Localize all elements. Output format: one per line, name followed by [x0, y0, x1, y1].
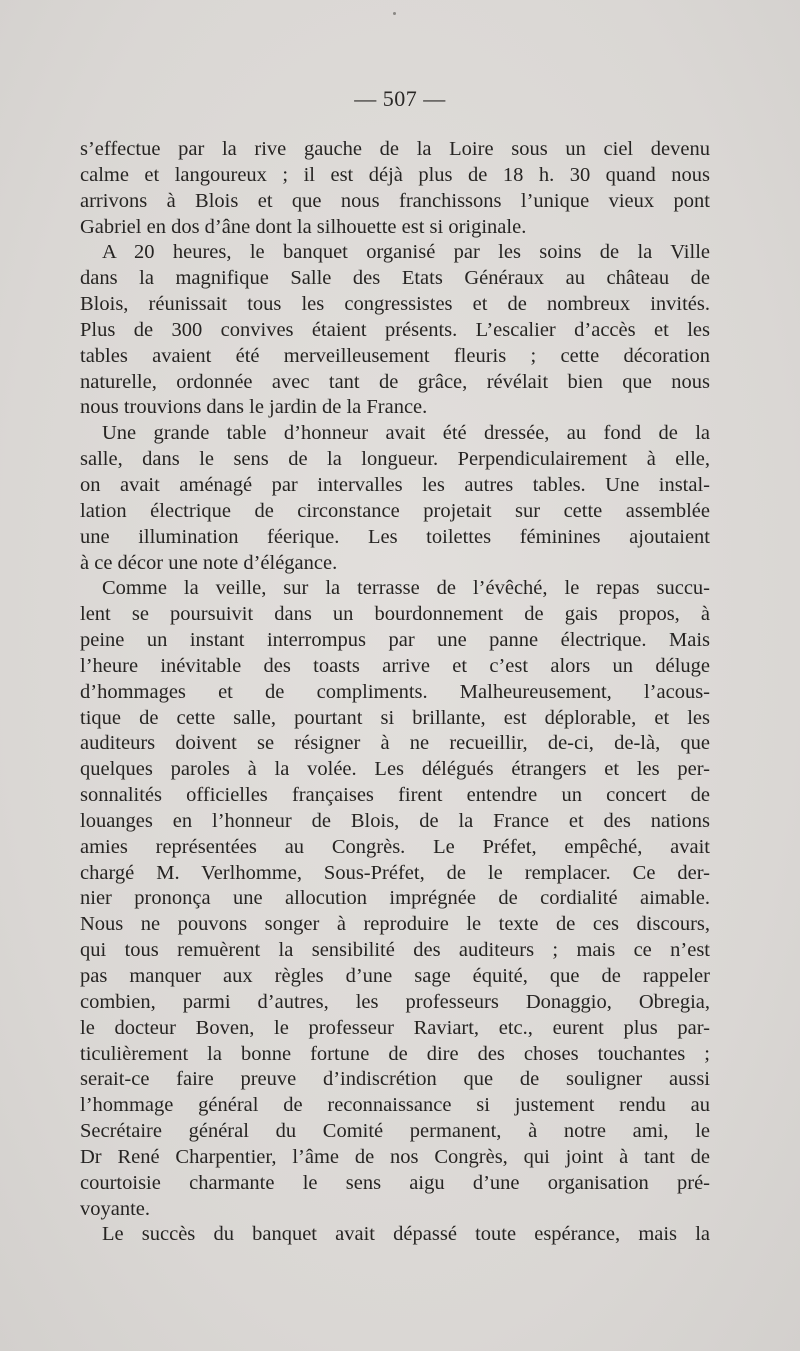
text-line: chargé M. Verlhomme, Sous-Préfet, de le remplacer. Ce der- [80, 861, 710, 884]
text-line: nier prononça une allocution imprégnée de cordialité aimable. [80, 887, 710, 910]
text-line: Plus de 300 convives étaient présents. L’escalier d’accès et les [80, 318, 710, 341]
text-line: nous trouvions dans le jardin de la France. [80, 396, 428, 419]
text-line: A 20 heures, le banquet organisé par les soins de la Ville [102, 241, 710, 264]
text-line: voyante. [80, 1197, 151, 1220]
text-line: ticulièrement la bonne fortune de dire des choses touchantes ; [80, 1042, 710, 1065]
text-line: lation électrique de circonstance projetait sur cette assemblée [80, 499, 710, 522]
text-line: naturelle, ordonnée avec tant de grâce, révélait bien que nous [80, 370, 710, 393]
text-line: salle, dans le sens de la longueur. Perpendiculairement à elle, [80, 448, 710, 471]
text-line: s’effectue par la rive gauche de la Loire sous un ciel devenu [80, 138, 710, 160]
text-line: courtoisie charmante le sens aigu d’une organisation pré- [80, 1171, 710, 1194]
body-text [80, 137, 710, 1248]
text-line: lent se poursuivit dans un bourdonnement de gais propos, à [80, 603, 710, 626]
text-line: on avait aménagé par intervalles les autres tables. Une instal- [80, 473, 710, 496]
text-line: arrivons à Blois et que nous franchissons l’unique vieux pont [80, 189, 710, 212]
text-line: quelques paroles à la volée. Les délégués étrangers et les per- [80, 758, 710, 781]
text-line: qui tous remuèrent la sensibilité des auditeurs ; mais ce n’est [80, 939, 710, 962]
text-line: pas manquer aux règles d’une sage équité, que de rappeler [80, 965, 710, 987]
paper-speck [393, 12, 396, 15]
text-line: amies représentées au Congrès. Le Préfet, empêché, avait [80, 835, 710, 858]
text-line: sonnalités officielles françaises firent entendre un concert de [80, 784, 710, 807]
text-line: serait-ce faire preuve d’indiscrétion que de souligner aussi [80, 1068, 710, 1091]
text-line: calme et langoureux ; il est déjà plus de 18 h. 30 quand nous [80, 163, 710, 186]
text-line: louanges en l’honneur de Blois, de la France et des nations [80, 809, 710, 832]
text-line: peine un instant interrompus par une panne électrique. Mais [80, 629, 710, 652]
text-line: combien, parmi d’autres, les professeurs Donaggio, Obregia, [80, 990, 710, 1013]
text-line: Secrétaire général du Comité permanent, à notre ami, le [80, 1120, 710, 1143]
text-line: tables avaient été merveilleusement fleuris ; cette décoration [80, 344, 710, 367]
text-line: auditeurs doivent se résigner à ne recueillir, de-ci, de-là, que [80, 732, 710, 755]
text-line: Blois, réunissait tous les congressistes et de nombreux invités. [80, 293, 710, 316]
text-line: le docteur Boven, le professeur Raviart, etc., eurent plus par- [80, 1016, 710, 1039]
text-line: tique de cette salle, pourtant si brillante, est déplorable, et les [80, 706, 710, 729]
text-line: l’hommage général de reconnaissance si justement rendu au [80, 1094, 710, 1117]
text-line: l’heure inévitable des toasts arrive et c’est alors un déluge [80, 654, 710, 677]
text-line: Comme la veille, sur la terrasse de l’évêché, le repas succu- [102, 577, 710, 600]
text-line: à ce décor une note d’élégance. [80, 551, 338, 574]
text-line: dans la magnifique Salle des Etats Généraux au château de [80, 267, 710, 290]
page-number: — 507 — [354, 86, 446, 111]
text-line: Gabriel en dos d’âne dont la silhouette est si originale. [80, 215, 527, 238]
text-line: d’hommages et de compliments. Malheureusement, l’acous- [80, 680, 710, 703]
text-line: Dr René Charpentier, l’âme de nos Congrès, qui joint à tant de [80, 1145, 710, 1168]
text-line: Le succès du banquet avait dépassé toute espérance, mais la [102, 1223, 710, 1246]
text-line: Une grande table d’honneur avait été dressée, au fond de la [102, 422, 710, 445]
text-line: une illumination féerique. Les toilettes féminines ajoutaient [80, 525, 710, 548]
text-line: Nous ne pouvons songer à reproduire le texte de ces discours, [80, 913, 710, 936]
